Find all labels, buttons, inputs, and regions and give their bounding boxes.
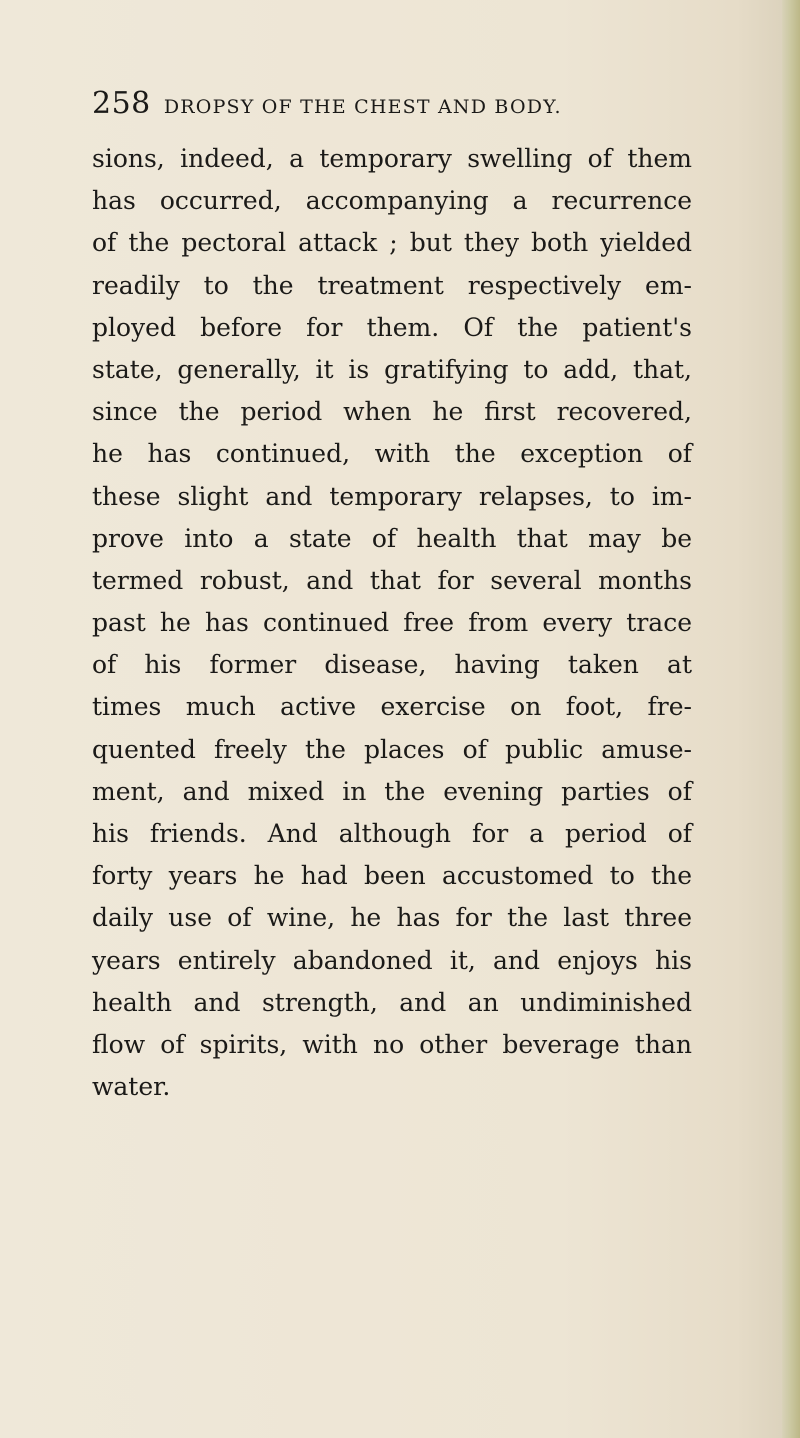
text-line: quented freely the places of public amuse- [92, 734, 692, 764]
text-line: times much active exercise on foot, fre- [92, 692, 692, 722]
text-line: these slight and temporary relapses, to im- [92, 481, 692, 511]
text-line: of the pectoral attack ; but they both yielded [92, 228, 692, 258]
text-line: his friends. And although for a period of [92, 819, 692, 848]
text-line: past he has continued free from every trace [92, 608, 692, 638]
body-text [92, 138, 692, 1108]
text-line: of his former disease, having taken at [92, 650, 692, 680]
text-line: termed robust, and that for several months [92, 565, 692, 595]
running-head: DROPSY OF THE CHEST AND BODY. [163, 96, 562, 118]
page-number: 258 [92, 86, 151, 121]
text-line: ployed before for them. Of the patient's [92, 312, 692, 342]
text-line: flow of spirits, with no other beverage than [92, 1029, 692, 1059]
text-line: state, generally, it is gratifying to add, that, [92, 354, 692, 384]
text-line: since the period when he first recovered, [92, 397, 692, 427]
text-line: he has continued, with the exception of [92, 439, 692, 469]
page-edge-shadow [782, 0, 800, 1438]
text-line: forty years he had been accustomed to the [92, 861, 692, 891]
text-line: health and strength, and an undiminished [92, 987, 692, 1017]
text-line-last: water. [92, 1072, 171, 1102]
text-line: ment, and mixed in the evening parties of [92, 776, 692, 806]
text-line: has occurred, accompanying a recurrence [92, 186, 692, 216]
page-header [92, 86, 732, 122]
text-line: sions, indeed, a temporary swelling of them [92, 144, 692, 173]
text-line: daily use of wine, he has for the last three [92, 903, 692, 933]
text-line: prove into a state of health that may be [92, 523, 692, 553]
text-line: readily to the treatment respectively em- [92, 270, 692, 300]
text-line: years entirely abandoned it, and enjoys his [92, 945, 692, 975]
